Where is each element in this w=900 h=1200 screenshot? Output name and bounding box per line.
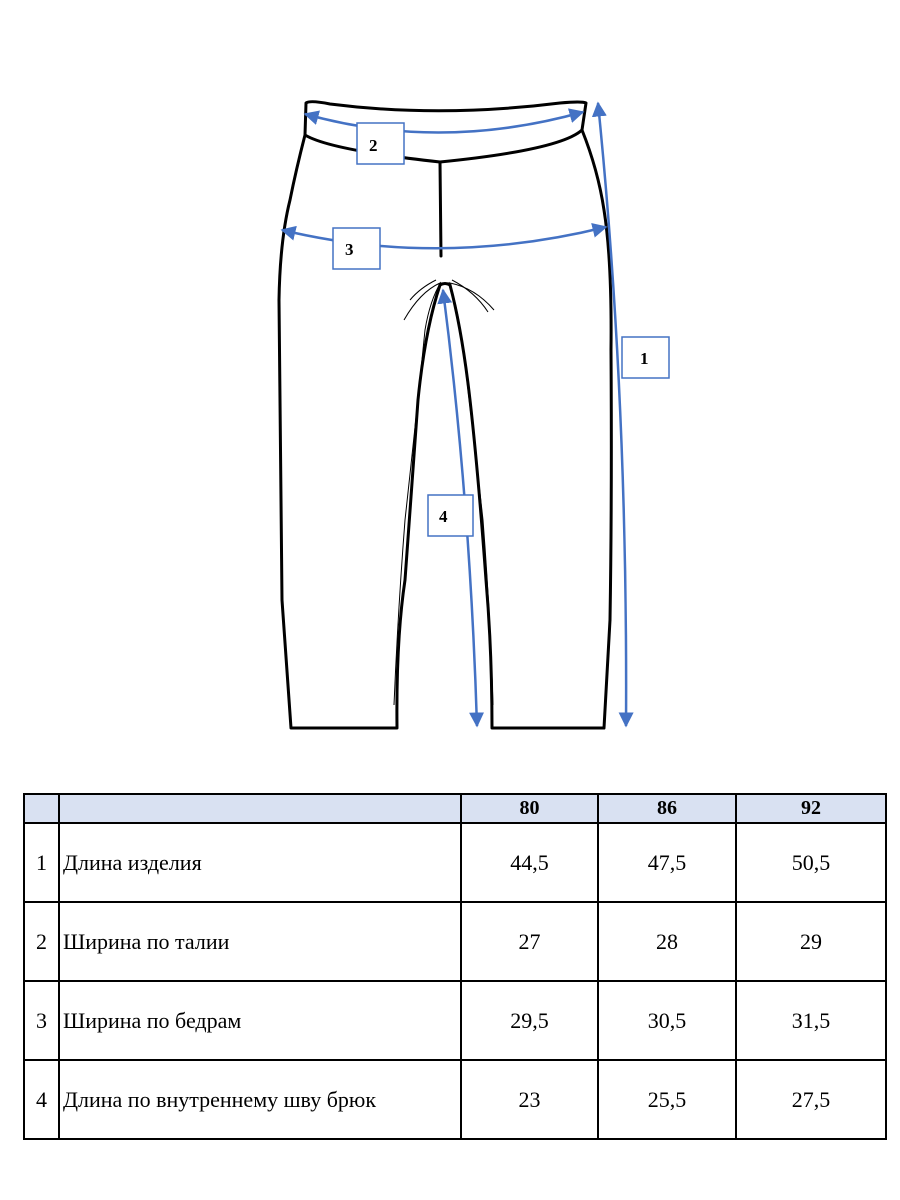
header-size-92: 92	[736, 794, 886, 823]
table-header-row	[24, 794, 886, 823]
row-name: Длина по внутреннему шву брюк	[59, 1060, 461, 1139]
measurement-arrows	[282, 103, 626, 726]
callout-1	[622, 337, 669, 378]
row-number: 2	[24, 902, 59, 981]
row-value: 30,5	[598, 981, 736, 1060]
row-name: Длина изделия	[59, 823, 461, 902]
callout-4	[428, 495, 473, 536]
header-size-86: 86	[598, 794, 736, 823]
row-value: 29	[736, 902, 886, 981]
row-value: 27,5	[736, 1060, 886, 1139]
row-value: 25,5	[598, 1060, 736, 1139]
svg-text:4: 4	[439, 507, 448, 526]
row-number: 1	[24, 823, 59, 902]
row-name: Ширина по бедрам	[59, 981, 461, 1060]
row-name: Ширина по талии	[59, 902, 461, 981]
table-row	[24, 823, 886, 902]
row-value: 31,5	[736, 981, 886, 1060]
hip-arrow	[282, 227, 606, 248]
row-value: 47,5	[598, 823, 736, 902]
svg-text:3: 3	[345, 240, 354, 259]
row-value: 28	[598, 902, 736, 981]
table-row	[24, 981, 886, 1060]
row-value: 44,5	[461, 823, 598, 902]
waist-arrow	[305, 112, 583, 133]
pants-outline	[279, 102, 611, 728]
header-num-cell	[24, 794, 59, 823]
row-number: 3	[24, 981, 59, 1060]
svg-text:2: 2	[369, 136, 378, 155]
header-name-cell	[59, 794, 461, 823]
svg-text:1: 1	[640, 349, 649, 368]
callout-3	[333, 228, 380, 269]
row-number: 4	[24, 1060, 59, 1139]
callout-2	[357, 123, 404, 164]
header-size-80: 80	[461, 794, 598, 823]
row-value: 23	[461, 1060, 598, 1139]
row-value: 50,5	[736, 823, 886, 902]
table-row	[24, 1060, 886, 1139]
table-row	[24, 902, 886, 981]
row-value: 29,5	[461, 981, 598, 1060]
row-value: 27	[461, 902, 598, 981]
size-table	[23, 793, 887, 1140]
